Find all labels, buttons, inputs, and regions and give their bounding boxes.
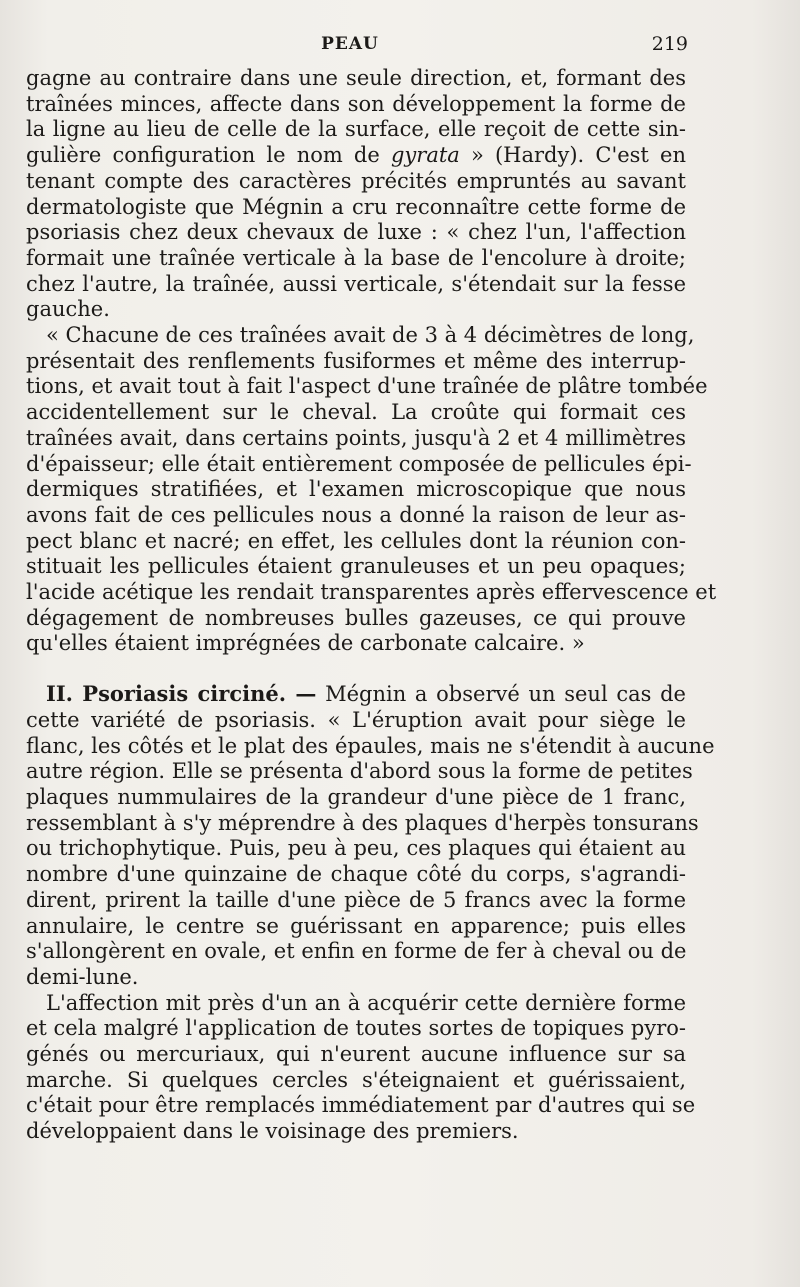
text-line: et cela malgré l'application de toutes sortes de topiques pyro- bbox=[26, 1016, 686, 1041]
text-line: avons fait de ces pellicules nous a donné la raison de leur as- bbox=[26, 502, 686, 527]
page-number: 219 bbox=[651, 33, 688, 55]
text-line: gauche. bbox=[26, 297, 110, 322]
text-line: stituait les pellicules étaient granuleuses et un peu opaques; bbox=[26, 554, 686, 579]
text-line: formait une traînée verticale à la base de l'encolure à droite; bbox=[26, 245, 686, 270]
text-line: psoriasis chez deux chevaux de luxe : « chez l'un, l'affection bbox=[26, 220, 686, 245]
text-line: ressemblant à s'y méprendre à des plaques d'herpès tonsurans bbox=[26, 810, 699, 835]
text-line: s'allongèrent en ovale, et enfin en forme de fer à cheval ou de bbox=[26, 939, 687, 964]
text-line: tenant compte des caractères précités empruntés au savant bbox=[26, 168, 686, 193]
text-line: dermatologiste que Mégnin a cru reconnaître cette forme de bbox=[26, 194, 686, 219]
text-line: marche. Si quelques cercles s'éteignaient et guérissaient, bbox=[26, 1067, 686, 1092]
text-line: présentait des renflements fusiformes et même des interrup- bbox=[26, 348, 686, 373]
text-line: pect blanc et nacré; en effet, les cellules dont la réunion con- bbox=[26, 528, 686, 553]
section-heading: II. Psoriasis circiné. — bbox=[46, 681, 317, 707]
paragraph-4 bbox=[26, 990, 696, 1145]
text-fragment: Mégnin a observé un seul cas de bbox=[325, 682, 686, 707]
text-line: annulaire, le centre se guérissant en apparence; puis elles bbox=[26, 913, 686, 938]
text-line: plaques nummulaires de la grandeur d'une pièce de 1 franc, bbox=[26, 784, 686, 809]
text-line: dermiques stratifiées, et l'examen microscopique que nous bbox=[26, 477, 686, 502]
text-line-with-heading bbox=[26, 681, 686, 708]
text-line: traînées avait, dans certains points, jusqu'à 2 et 4 millimètres bbox=[26, 425, 686, 450]
text-line: L'affection mit près d'un an à acquérir cette dernière forme bbox=[46, 990, 686, 1015]
text-line: la ligne au lieu de celle de la surface, elle reçoit de cette sin- bbox=[26, 117, 686, 142]
text-line: chez l'autre, la traînée, aussi verticale, s'étendait sur la fesse bbox=[26, 271, 686, 296]
page-header bbox=[0, 30, 800, 60]
text-line: « Chacune de ces traînées avait de 3 à 4 décimètres de long, bbox=[46, 323, 695, 348]
text-line: génés ou mercuriaux, qui n'eurent aucune influence sur sa bbox=[26, 1042, 686, 1067]
section-gap bbox=[26, 657, 686, 681]
text-line: ou trichophytique. Puis, peu à peu, ces plaques qui étaient au bbox=[26, 836, 686, 861]
text-line: accidentellement sur le cheval. La croûte qui formait ces bbox=[26, 400, 686, 425]
text-line: dirent, prirent la taille d'une pièce de 5 francs avec la forme bbox=[26, 887, 686, 912]
text-line: développaient dans le voisinage des premiers. bbox=[26, 1119, 519, 1144]
paragraph-3 bbox=[26, 681, 715, 990]
text-line: dégagement de nombreuses bulles gazeuses, ce qui prouve bbox=[26, 605, 686, 630]
text-line-with-italic bbox=[26, 143, 686, 169]
paragraph-1 bbox=[26, 66, 686, 323]
text-line: traînées minces, affecte dans son développement la forme de bbox=[26, 91, 686, 116]
text-line: autre région. Elle se présenta d'abord sous la forme de petites bbox=[26, 759, 693, 784]
text-fragment: gulière configuration le nom de bbox=[26, 143, 380, 168]
italic-term: gyrata bbox=[390, 143, 460, 168]
running-head: PEAU bbox=[321, 34, 379, 54]
paragraph-2 bbox=[26, 323, 717, 657]
text-fragment: » (Hardy). C'est en bbox=[470, 143, 686, 168]
text-line: tions, et avait tout à fait l'aspect d'une traînée de plâtre tombée bbox=[26, 374, 708, 399]
text-line: d'épaisseur; elle était entièrement composée de pellicules épi- bbox=[26, 451, 692, 476]
text-line: gagne au contraire dans une seule direction, et, formant des bbox=[26, 66, 686, 90]
text-line: qu'elles étaient imprégnées de carbonate calcaire. » bbox=[26, 631, 585, 656]
body-text bbox=[26, 66, 717, 1145]
text-line: nombre d'une quinzaine de chaque côté du corps, s'agrandi- bbox=[26, 862, 686, 887]
text-line: l'acide acétique les rendait transparentes après effervescence et bbox=[26, 580, 717, 605]
text-line: demi-lune. bbox=[26, 964, 139, 989]
text-line: flanc, les côtés et le plat des épaules, mais ne s'étendit à aucune bbox=[26, 733, 715, 758]
text-line: cette variété de psoriasis. « L'éruption avait pour siège le bbox=[26, 707, 686, 732]
text-line: c'était pour être remplacés immédiatement par d'autres qui se bbox=[26, 1093, 696, 1118]
